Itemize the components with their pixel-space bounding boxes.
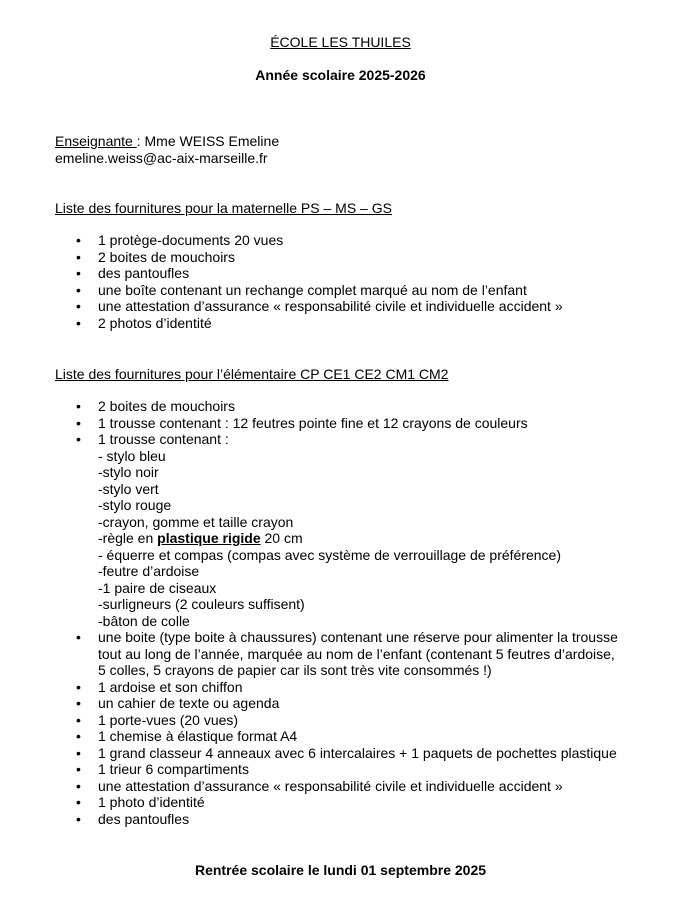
teacher-line: [55, 133, 279, 150]
list-item: • 2 boites de mouchoirs: [76, 398, 235, 414]
list-item: • des pantoufles: [76, 265, 190, 281]
elementaire-heading: Liste des fournitures pour l’élémentaire CP CE1 CE2 CM1 CM2: [55, 366, 449, 382]
bullet-icon: •: [76, 232, 81, 248]
sub-item: -1 paire de ciseaux: [98, 579, 217, 596]
bullet-icon: •: [76, 281, 81, 298]
list-item: • 1 ardoise et son chiffon: [76, 678, 243, 695]
list-item: • une attestation d’assurance « responsabilité civile et individuelle accident »: [76, 777, 563, 794]
list-item: • 1 photo d’identité: [76, 794, 205, 810]
bullet-icon: •: [76, 298, 81, 314]
rentree-date: Rentrée scolaire le lundi 01 septembre 2025: [194, 862, 487, 878]
bullet-icon: •: [76, 248, 81, 265]
sub-item: -surligneurs (2 couleurs suffisent): [98, 596, 305, 612]
school-year: Année scolaire 2025-2026: [255, 67, 426, 83]
sub-item: -feutre d’ardoise: [98, 563, 200, 579]
teacher-email: emeline.weiss@ac-aix-marseille.fr: [55, 149, 268, 166]
school-name: ÉCOLE LES THUILES: [270, 34, 411, 50]
list-item: • 1 protège-documents 20 vues: [76, 232, 284, 248]
bullet-icon: •: [76, 794, 81, 810]
bullet-icon: •: [76, 711, 81, 728]
bullet-icon: •: [76, 777, 81, 794]
elementaire-list: [0, 398, 618, 827]
list-item-trousse: • 1 trousse contenant : - stylo bleu -stylo noir -stylo vert -stylo rouge -crayon, gomme et taille crayon -règle en plastique rigide 20 cm - équerre et compas (compas avec système de verrouillage de préférence) -feutre d’ardoise -1 paire de ciseaux -surligneurs (2 couleurs suffisent) -bâton de colle: [0, 431, 618, 629]
maternelle-list: [0, 232, 563, 331]
list-item: • une attestation d’assurance « responsabilité civile et individuelle accident »: [76, 298, 563, 314]
bullet-icon: •: [76, 398, 81, 414]
sub-item: -stylo noir: [98, 464, 159, 480]
list-item: • 1 grand classeur 4 anneaux avec 6 intercalaires + 1 paquets de pochettes plastique: [76, 744, 617, 761]
bullet-icon: •: [76, 678, 81, 695]
list-item-reserve: • une boite (type boite à chaussures) contenant une réserve pour alimenter la trousse tout au long de l’année, marquée au nom de l’enfant (contenant 5 feutres d’ardoise, 5 colles, 5 crayons de papier car ils sont très vite consommés !): [76, 629, 618, 678]
sub-item: - équerre et compas (compas avec système de verrouillage de préférence): [98, 546, 561, 563]
bullet-icon: •: [76, 265, 81, 281]
bullet-icon: •: [76, 695, 81, 711]
list-item: • 1 chemise à élastique format A4: [76, 728, 298, 744]
teacher-block: [55, 133, 279, 166]
sub-item: -stylo rouge: [98, 497, 172, 513]
sub-item: - stylo bleu: [98, 447, 166, 464]
list-item: • 2 photos d’identité: [76, 314, 212, 331]
list-item: • 1 trieur 6 compartiments: [76, 761, 249, 777]
bullet-icon: •: [76, 629, 81, 645]
list-item: • une boîte contenant un rechange complet marqué au nom de l’enfant: [76, 281, 527, 298]
bullet-icon: •: [76, 744, 81, 761]
list-item: • des pantoufles: [76, 810, 190, 827]
bullet-icon: •: [76, 810, 81, 827]
bullet-icon: •: [76, 431, 81, 447]
teacher-name: : Mme WEISS Emeline: [136, 133, 280, 149]
emphasis-text: plastique rigide: [157, 530, 261, 546]
sub-item: -stylo vert: [98, 480, 159, 497]
bullet-icon: •: [76, 414, 81, 431]
bullet-icon: •: [76, 728, 81, 744]
list-item: • 2 boites de mouchoirs: [76, 248, 235, 265]
teacher-label: Enseignante: [55, 133, 137, 149]
sub-item-regle: -règle en plastique rigide 20 cm: [98, 530, 303, 546]
list-item: • 1 trousse contenant : 12 feutres pointe fine et 12 crayons de couleurs: [76, 414, 528, 431]
sub-item: -bâton de colle: [98, 612, 190, 629]
list-item: • 1 porte-vues (20 vues): [76, 711, 239, 728]
bullet-icon: •: [76, 314, 81, 331]
bullet-icon: •: [76, 761, 81, 777]
maternelle-heading: Liste des fournitures pour la maternelle PS – MS – GS: [55, 200, 392, 216]
list-item: • un cahier de texte ou agenda: [76, 695, 280, 711]
sub-item: -crayon, gomme et taille crayon: [98, 513, 294, 530]
